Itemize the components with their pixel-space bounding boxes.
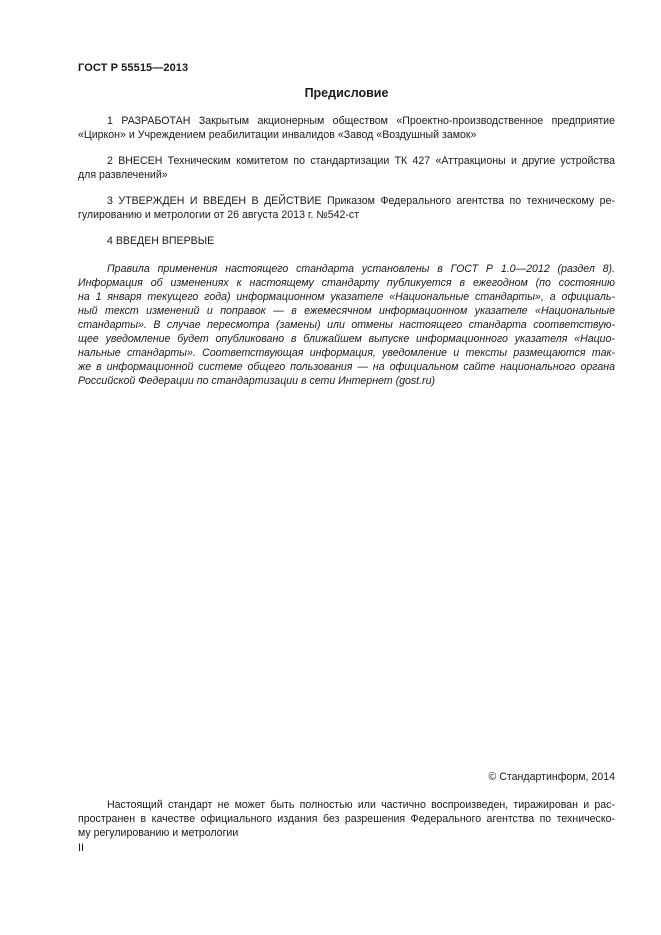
text-line: для развлечений»: [78, 169, 168, 181]
text-line: му регулированию и метрологии: [78, 827, 239, 839]
text-line: нальные стандарты». Соответствующая информация, уведомление и тексты размещаются так-: [78, 347, 615, 359]
text-line: ный текст изменений и поправок — в ежемесячном информационном указателе «Национальные: [78, 305, 615, 317]
text-line: пространен в качестве официального издания без разрешения Федерального агентства по техническо-: [78, 813, 615, 825]
paragraph-first-introduced: [78, 234, 615, 248]
page-number: II: [78, 842, 85, 854]
copyright-notice: © Стандартинформ, 2014: [488, 771, 615, 783]
text-line: щее уведомление будет опубликовано в ближайшем выпуске информационного указателя «Нацио-: [78, 333, 615, 345]
page-title: Предисловие: [304, 86, 389, 100]
text-line: Информация об изменениях к настоящему стандарту публикуется в ежегодном (по состоянию: [78, 277, 615, 289]
text-line: 2 ВНЕСЕН Техническим комитетом по стандартизации ТК 427 «Аттракционы и другие устройства: [107, 155, 615, 167]
paragraph-reproduction-notice: [78, 798, 615, 840]
paragraph-application-note: [78, 262, 615, 388]
text-line: стандарты». В случае пересмотра (замены) или отмены настоящего стандарта соответствую-: [78, 319, 615, 331]
paragraph-developed-by: [78, 114, 615, 142]
text-line: 3 УТВЕРЖДЕН И ВВЕДЕН В ДЕЙСТВИЕ Приказом Федерального агентства по техническому ре-: [107, 195, 615, 207]
text-line: на 1 января текущего года) информационном указателе «Национальные стандарты», а официаль-: [78, 291, 615, 303]
text-line: гулированию и метрологии от 26 августа 2013 г. №542-ст: [78, 209, 360, 221]
text-line: же в информационной системе общего пользования — на официальном сайте национального органа: [78, 361, 615, 373]
text-line: 4 ВВЕДЕН ВПЕРВЫЕ: [107, 235, 215, 247]
text-line: Российской Федерации по стандартизации в сети Интернет (gost.ru): [78, 375, 436, 387]
text-line: 1 РАЗРАБОТАН Закрытым акционерным обществом «Проектно-производственное предприятие: [107, 115, 615, 127]
document-code: ГОСТ Р 55515—2013: [78, 62, 189, 74]
paragraph-approved: [78, 194, 615, 222]
text-line: «Циркон» и Учреждением реабилитации инвалидов «Завод «Воздушный замок»: [78, 129, 477, 141]
text-line: Настоящий стандарт не может быть полностью или частично воспроизведен, тиражирован и рас-: [107, 799, 615, 811]
paragraph-introduced-by: [78, 154, 615, 182]
text-line: Правила применения настоящего стандарта установлены в ГОСТ Р 1.0—2012 (раздел 8).: [107, 263, 615, 275]
